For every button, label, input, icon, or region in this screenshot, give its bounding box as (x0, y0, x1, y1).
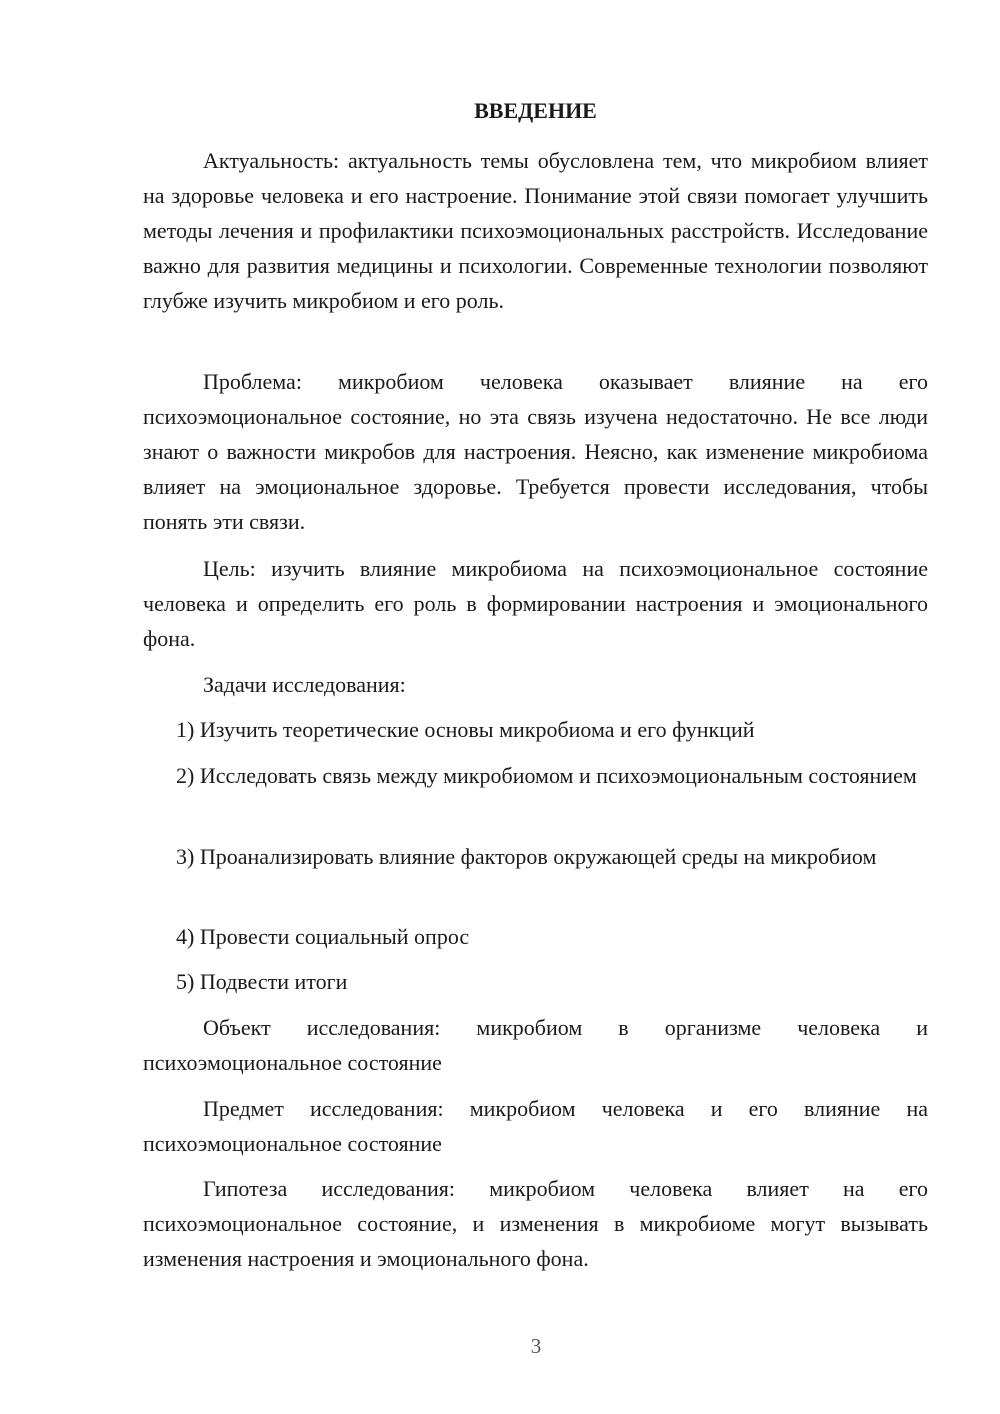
task-item-5: 5) Подвести итоги (176, 969, 348, 994)
goal-paragraph: Цель: изучить влияние микробиома на психоэмоциональное состояние человека и определить его роль в формировании настроения и эмоционального фона. (143, 556, 928, 651)
page-number: 3 (530, 1334, 542, 1358)
relevance-paragraph: Актуальность: актуальность темы обусловлена тем, что микробиом влияет на здоровье человека и его настроение. Понимание этой связи помогает улучшить методы лечения и профилактики психоэмоциональных расстройств. Исследование важно для развития медицины и психологии. Современные технологии позволяют глубже изучить микробиом и его роль. (143, 148, 928, 313)
subject-paragraph: Предмет исследования: микробиом человека и его влияние на психоэмоциональное состояние (143, 1096, 928, 1156)
task-item-4: 4) Провести социальный опрос (176, 924, 470, 949)
task-item-1: 1) Изучить теоретические основы микробиома и его функций (176, 717, 755, 742)
section-title: ВВЕДЕНИЕ (474, 98, 597, 123)
tasks-heading: Задачи исследования: (203, 672, 406, 697)
problem-paragraph: Проблема: микробиом человека оказывает влияние на его психоэмоциональное состояние, но эта связь изучена недостаточно. Не все люди знают о важности микробов для настроения. Неясно, как изменение микробиома влияет на эмоциональное здоровье. Требуется провести исследования, чтобы понять эти связи. (143, 369, 928, 534)
hypothesis-paragraph: Гипотеза исследования: микробиом человека влияет на его психоэмоциональное состояние, и изменения в микробиоме могут вызывать изменения настроения и эмоционального фона. (143, 1176, 928, 1271)
task-item-3: 3) Проанализировать влияние факторов окружающей среды на микробиом (176, 844, 877, 869)
object-paragraph: Объект исследования: микробиом в организме человека и психоэмоциональное состояние (143, 1015, 928, 1075)
task-item-2: 2) Исследовать связь между микробиомом и психоэмоциональным состоянием (176, 763, 917, 788)
